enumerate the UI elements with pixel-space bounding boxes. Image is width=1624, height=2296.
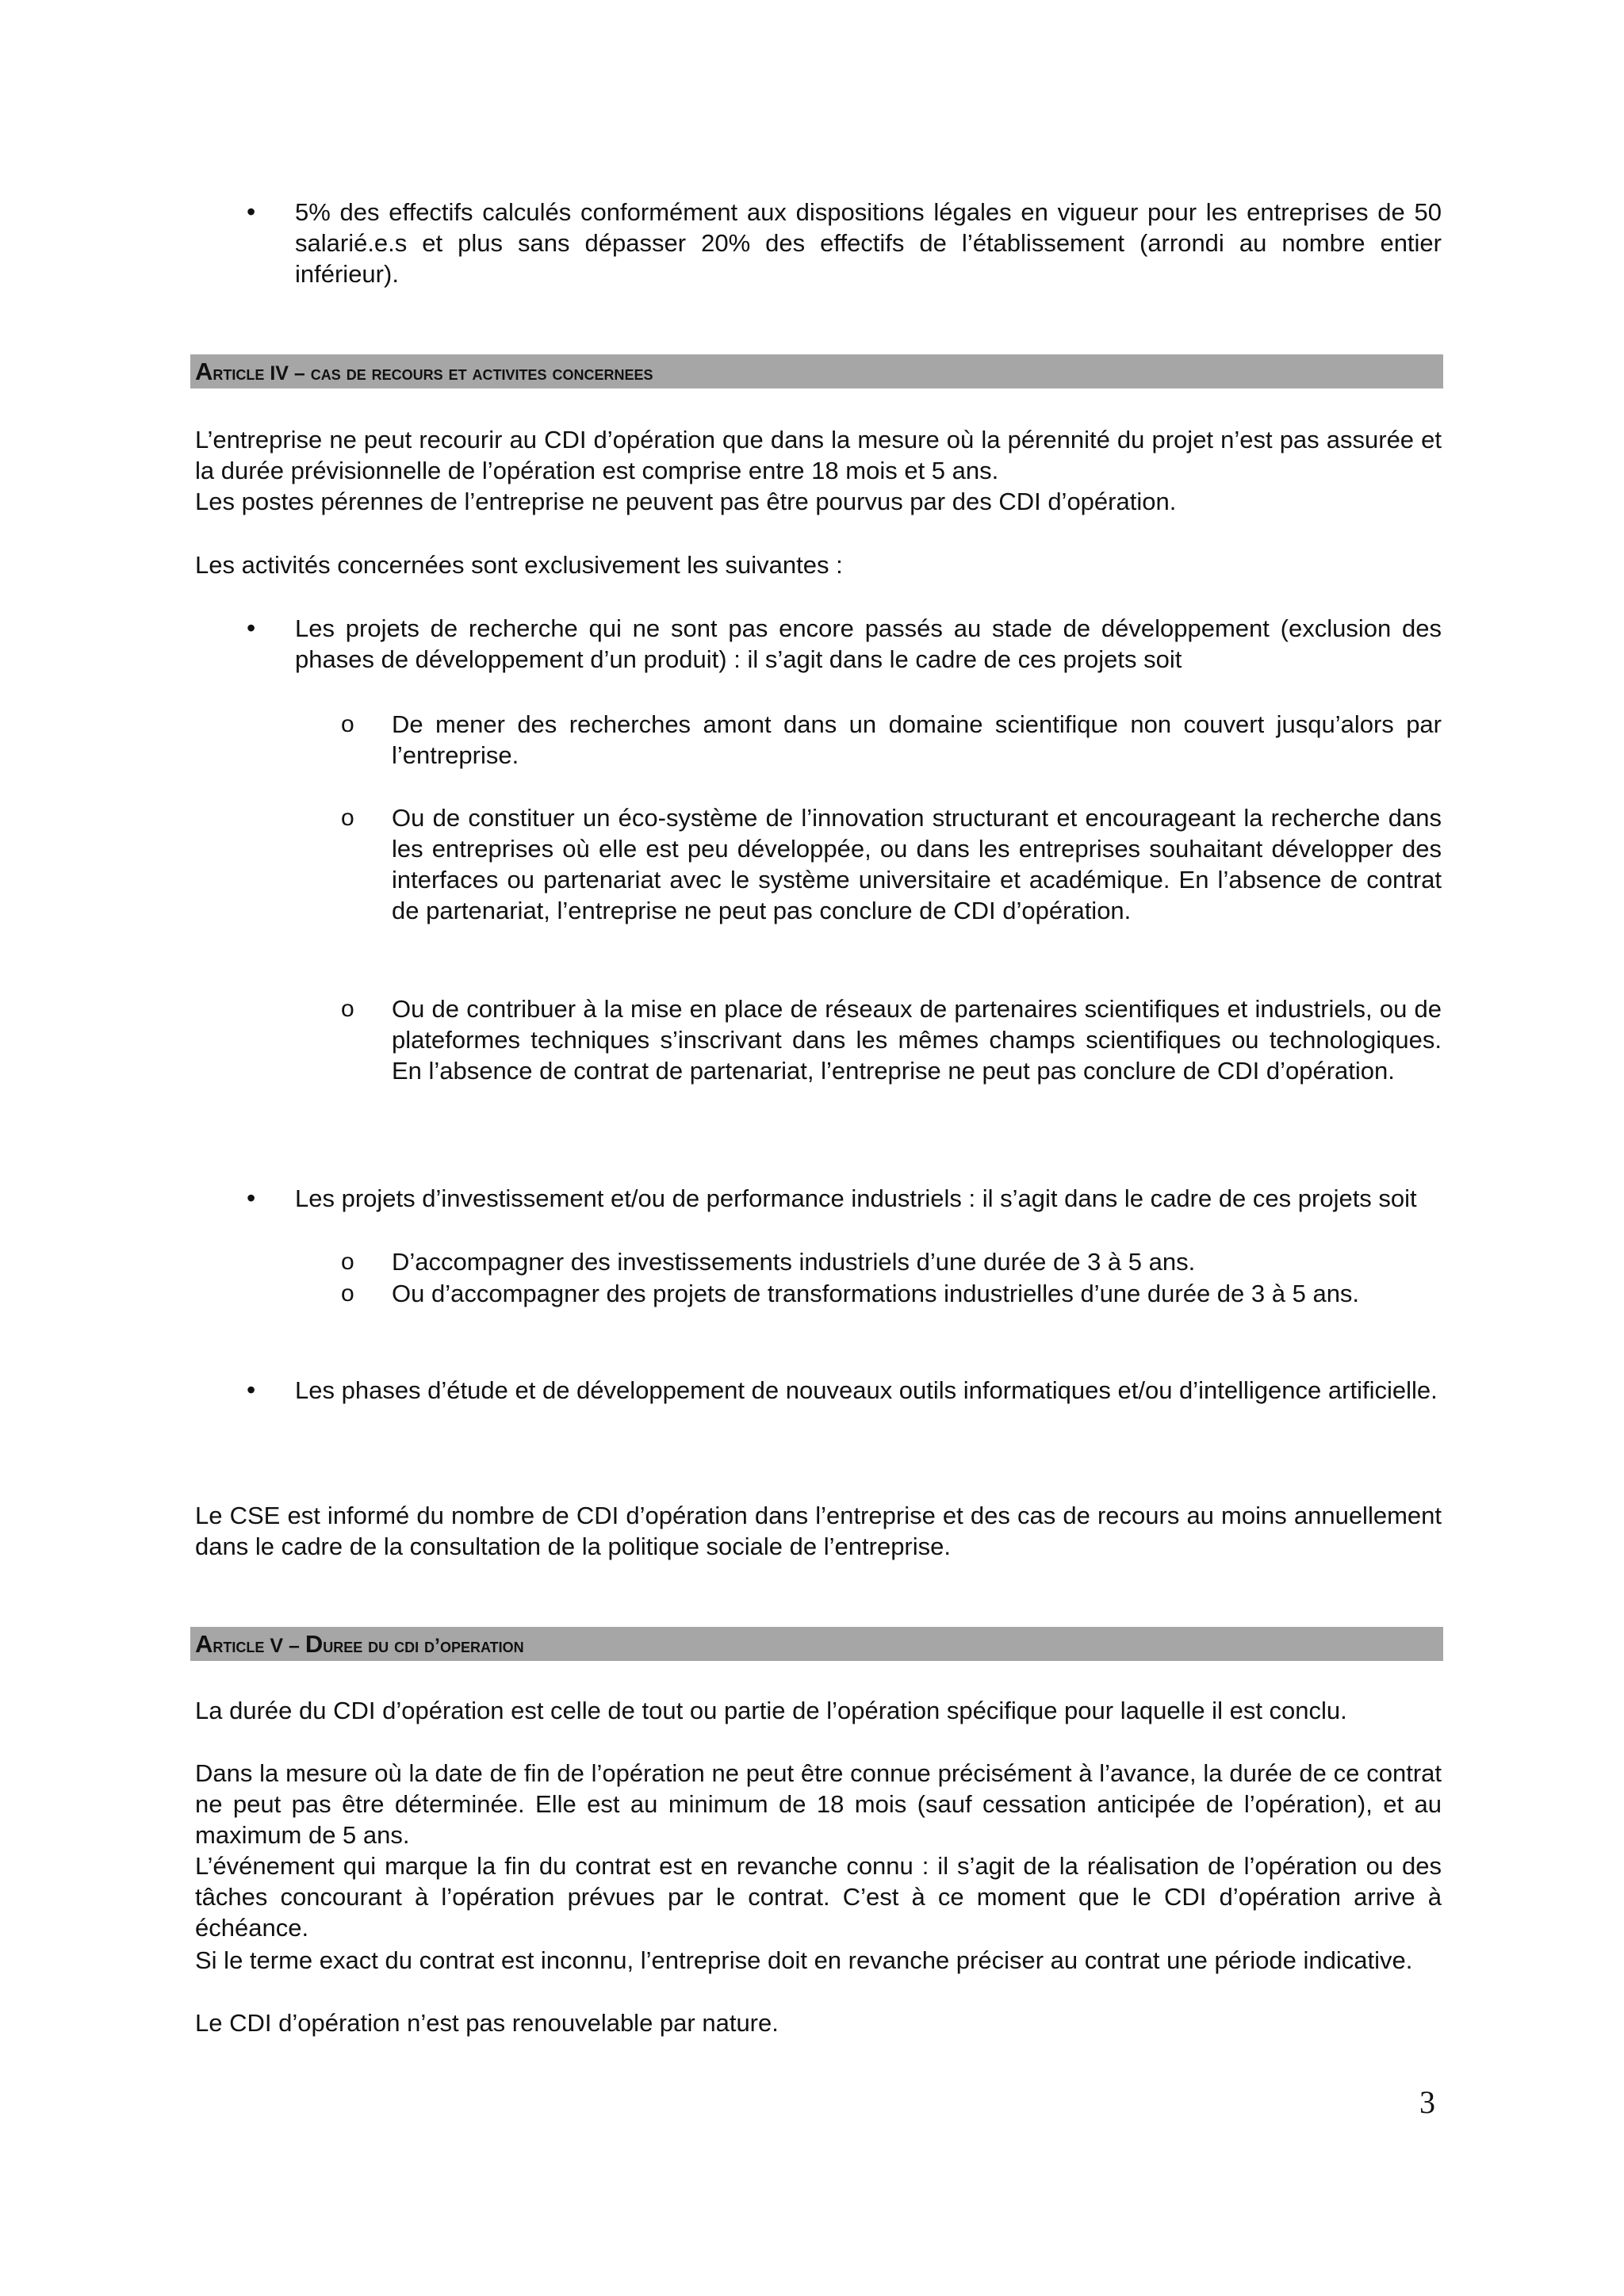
sub-bullet-marker: o [341, 805, 354, 831]
article-iv-paragraph: Les activités concernées sont exclusivement les suivantes : [195, 551, 843, 579]
article-v-line: Si le terme exact du contrat est inconnu, l’entreprise doit en revanche préciser au contrat une période indicative. [195, 1946, 1413, 1974]
sub-bullet-marker: o [341, 711, 354, 737]
header-initial: A [195, 358, 213, 385]
header-initial: D [304, 1630, 324, 1658]
article-iv-paragraph: L’entreprise ne peut recourir au CDI d’opération que dans la mesure où la pérennité du projet n’est pas assurée et la durée prévisionnelle de l’opération est comprise entre 18 mois et 5 ans. [195, 426, 1442, 484]
header-initial: A [195, 1630, 213, 1658]
sub-bullet-text: D’accompagner des investissements industriels d’une durée de 3 à 5 ans. [392, 1248, 1196, 1276]
sub-bullet-marker: o [341, 1249, 354, 1275]
bullet-marker: • [247, 197, 256, 226]
article-v-line: La durée du CDI d’opération est celle de tout ou partie de l’opération spécifique pour laquelle il est conclu. [195, 1697, 1347, 1724]
article-v-line: L’événement qui marque la fin du contrat est en revanche connu : il s’agit de la réalisation de l’opération ou des tâches concourant à l’opération prévues par le contrat. C’est à ce moment que le CDI d’opération arrive à échéance. [195, 1852, 1442, 1942]
sub-bullet-text: Ou d’accompagner des projets de transformations industrielles d’une durée de 3 à 5 ans. [392, 1280, 1360, 1307]
sub-bullet-text: Ou de constituer un éco-système de l’innovation structurant et encourageant la recherche dans les entreprises où elle est peu développée, ou dans les entreprises souhaitant développer des interfaces ou partenariat avec le système universitaire et académique. En l’absence de contrat de partenariat, l’entreprise ne peut pas conclure de CDI d’opération. [392, 804, 1442, 924]
bullet-marker: • [247, 1376, 256, 1404]
bullet-text: Les phases d’étude et de développement de nouveaux outils informatiques et/ou d’intelligence artificielle. [295, 1376, 1438, 1404]
bullet-marker: • [247, 1184, 256, 1212]
article-iv-header [190, 354, 1443, 388]
article-v-line: Dans la mesure où la date de fin de l’opération ne peut être connue précisément à l’avance, la durée de ce contrat ne peut pas être déterminée. Elle est au minimum de 18 mois (sauf cessation anticipée de l’opération), et au maximum de 5 ans. [195, 1759, 1442, 1849]
header-text: rticle V – [213, 1635, 305, 1657]
bullet-text: 5% des effectifs calculés conformément aux dispositions légales en vigueur pour les entreprises de 50 salarié.e.s et plus sans dépasser 20% des effectifs de l’établissement (arrondi au nombre entier inférieur). [295, 198, 1442, 288]
cse-paragraph: Le CSE est informé du nombre de CDI d’opération dans l’entreprise et des cas de recours au moins annuellement dans le cadre de la consultation de la politique sociale de l’entreprise. [195, 1502, 1442, 1560]
sub-bullet-text: De mener des recherches amont dans un domaine scientifique non couvert jusqu’alors par l’entreprise. [392, 710, 1442, 769]
bullet-text: Les projets de recherche qui ne sont pas encore passés au stade de développement (exclusion des phases de développement d’un produit) : il s’agit dans le cadre de ces projets soit [295, 614, 1442, 673]
sub-bullet-marker: o [341, 1280, 354, 1307]
sub-bullet-text: Ou de contribuer à la mise en place de réseaux de partenaires scientifiques et industriels, ou de plateformes techniques s’inscrivant dans les mêmes champs scientifiques ou technologiques. En l’absence de contrat de partenariat, l’entreprise ne peut pas conclure de CDI d’opération. [392, 995, 1442, 1085]
header-text: rticle IV – cas de recours et activites concernees [213, 362, 653, 385]
header-text: uree du cdi d’operation [323, 1635, 524, 1657]
bullet-marker: • [247, 614, 256, 642]
page-number: 3 [1419, 2084, 1435, 2120]
sub-bullet-marker: o [341, 996, 354, 1022]
article-v-header [190, 1627, 1443, 1661]
article-v-line: Le CDI d’opération n’est pas renouvelable par nature. [195, 2009, 779, 2037]
article-iv-paragraph: Les postes pérennes de l’entreprise ne peuvent pas être pourvus par des CDI d’opération. [195, 488, 1177, 515]
bullet-text: Les projets d’investissement et/ou de performance industriels : il s’agit dans le cadre de ces projets soit [295, 1184, 1417, 1212]
